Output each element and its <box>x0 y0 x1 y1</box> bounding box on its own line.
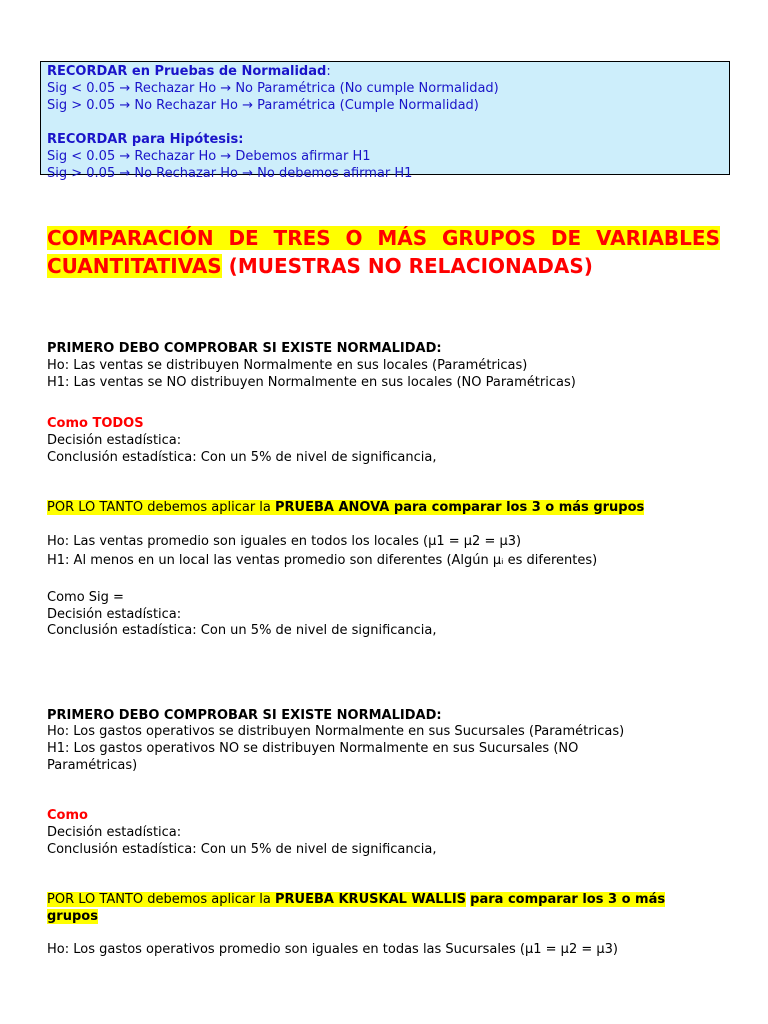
section2-therefore: POR LO TANTO debemos aplicar la PRUEBA KRUSKAL WALLIS para comparar los 3 o más grupos <box>47 892 666 924</box>
section2-h1: H1: Los gastos operativos NO se distribuyen Normalmente en sus Sucursales (NO Paramétricas) <box>47 741 579 773</box>
title-rest: (MUESTRAS NO RELACIONADAS) <box>221 254 593 278</box>
title-highlighted: COMPARACIÓN DE TRES O MÁS GRUPOS DE VARIABLES CUANTITATIVAS <box>47 226 720 278</box>
page-title <box>47 224 720 280</box>
section1-h1: H1: Las ventas se NO distribuyen Normalmente en sus locales (NO Paramétricas) <box>47 375 576 390</box>
hypothesis-reminder-heading: RECORDAR para Hipótesis: <box>47 132 244 147</box>
anova-h1: H1: Al menos en un local las ventas promedio son diferentes (Algún μᵢ es diferentes) <box>47 553 598 568</box>
anova-ho: Ho: Las ventas promedio son iguales en todos los locales (μ1 = μ2 = μ3) <box>47 534 522 549</box>
section1-therefore: POR LO TANTO debemos aplicar la PRUEBA ANOVA para comparar los 3 o más grupos <box>47 500 645 515</box>
spacer <box>47 114 723 131</box>
section1-decision: Decisión estadística: <box>47 433 182 448</box>
normality-rule-line: Sig < 0.05 → Rechazar Ho → No Paramétrica (No cumple Normalidad) <box>47 81 499 96</box>
section2-conclusion: Conclusión estadística: Con un 5% de nivel de significancia, <box>47 842 437 857</box>
section1-decision2: Decisión estadística: <box>47 607 182 622</box>
section2-como: Como <box>47 808 88 823</box>
section1-como: Como TODOS <box>47 416 144 431</box>
hypothesis-rule-line: Sig > 0.05 → No Rechazar Ho → No debemos afirmar H1 <box>47 166 413 181</box>
reminder-box <box>40 61 730 181</box>
section1-ho: Ho: Las ventas se distribuyen Normalmente en sus locales (Paramétricas) <box>47 358 528 373</box>
normality-reminder-heading: RECORDAR en Pruebas de Normalidad: <box>47 64 331 79</box>
section1-conclusion2: Conclusión estadística: Con un 5% de nivel de significancia, <box>47 623 437 638</box>
section1-heading: PRIMERO DEBO COMPROBAR SI EXISTE NORMALIDAD: <box>47 341 442 356</box>
section1-como-sig: Como Sig = <box>47 590 124 605</box>
section2-ho: Ho: Los gastos operativos se distribuyen Normalmente en sus Sucursales (Paramétricas) <box>47 724 625 739</box>
normality-rule-line: Sig > 0.05 → No Rechazar Ho → Paramétrica (Cumple Normalidad) <box>47 98 479 113</box>
kruskal-ho: Ho: Los gastos operativos promedio son iguales en todas las Sucursales (μ1 = μ2 = μ3) <box>47 942 618 957</box>
section1-conclusion: Conclusión estadística: Con un 5% de nivel de significancia, <box>47 450 437 465</box>
hypothesis-rule-line: Sig < 0.05 → Rechazar Ho → Debemos afirmar H1 <box>47 149 371 164</box>
section2-decision: Decisión estadística: <box>47 825 182 840</box>
section2-heading: PRIMERO DEBO COMPROBAR SI EXISTE NORMALIDAD: <box>47 708 442 723</box>
